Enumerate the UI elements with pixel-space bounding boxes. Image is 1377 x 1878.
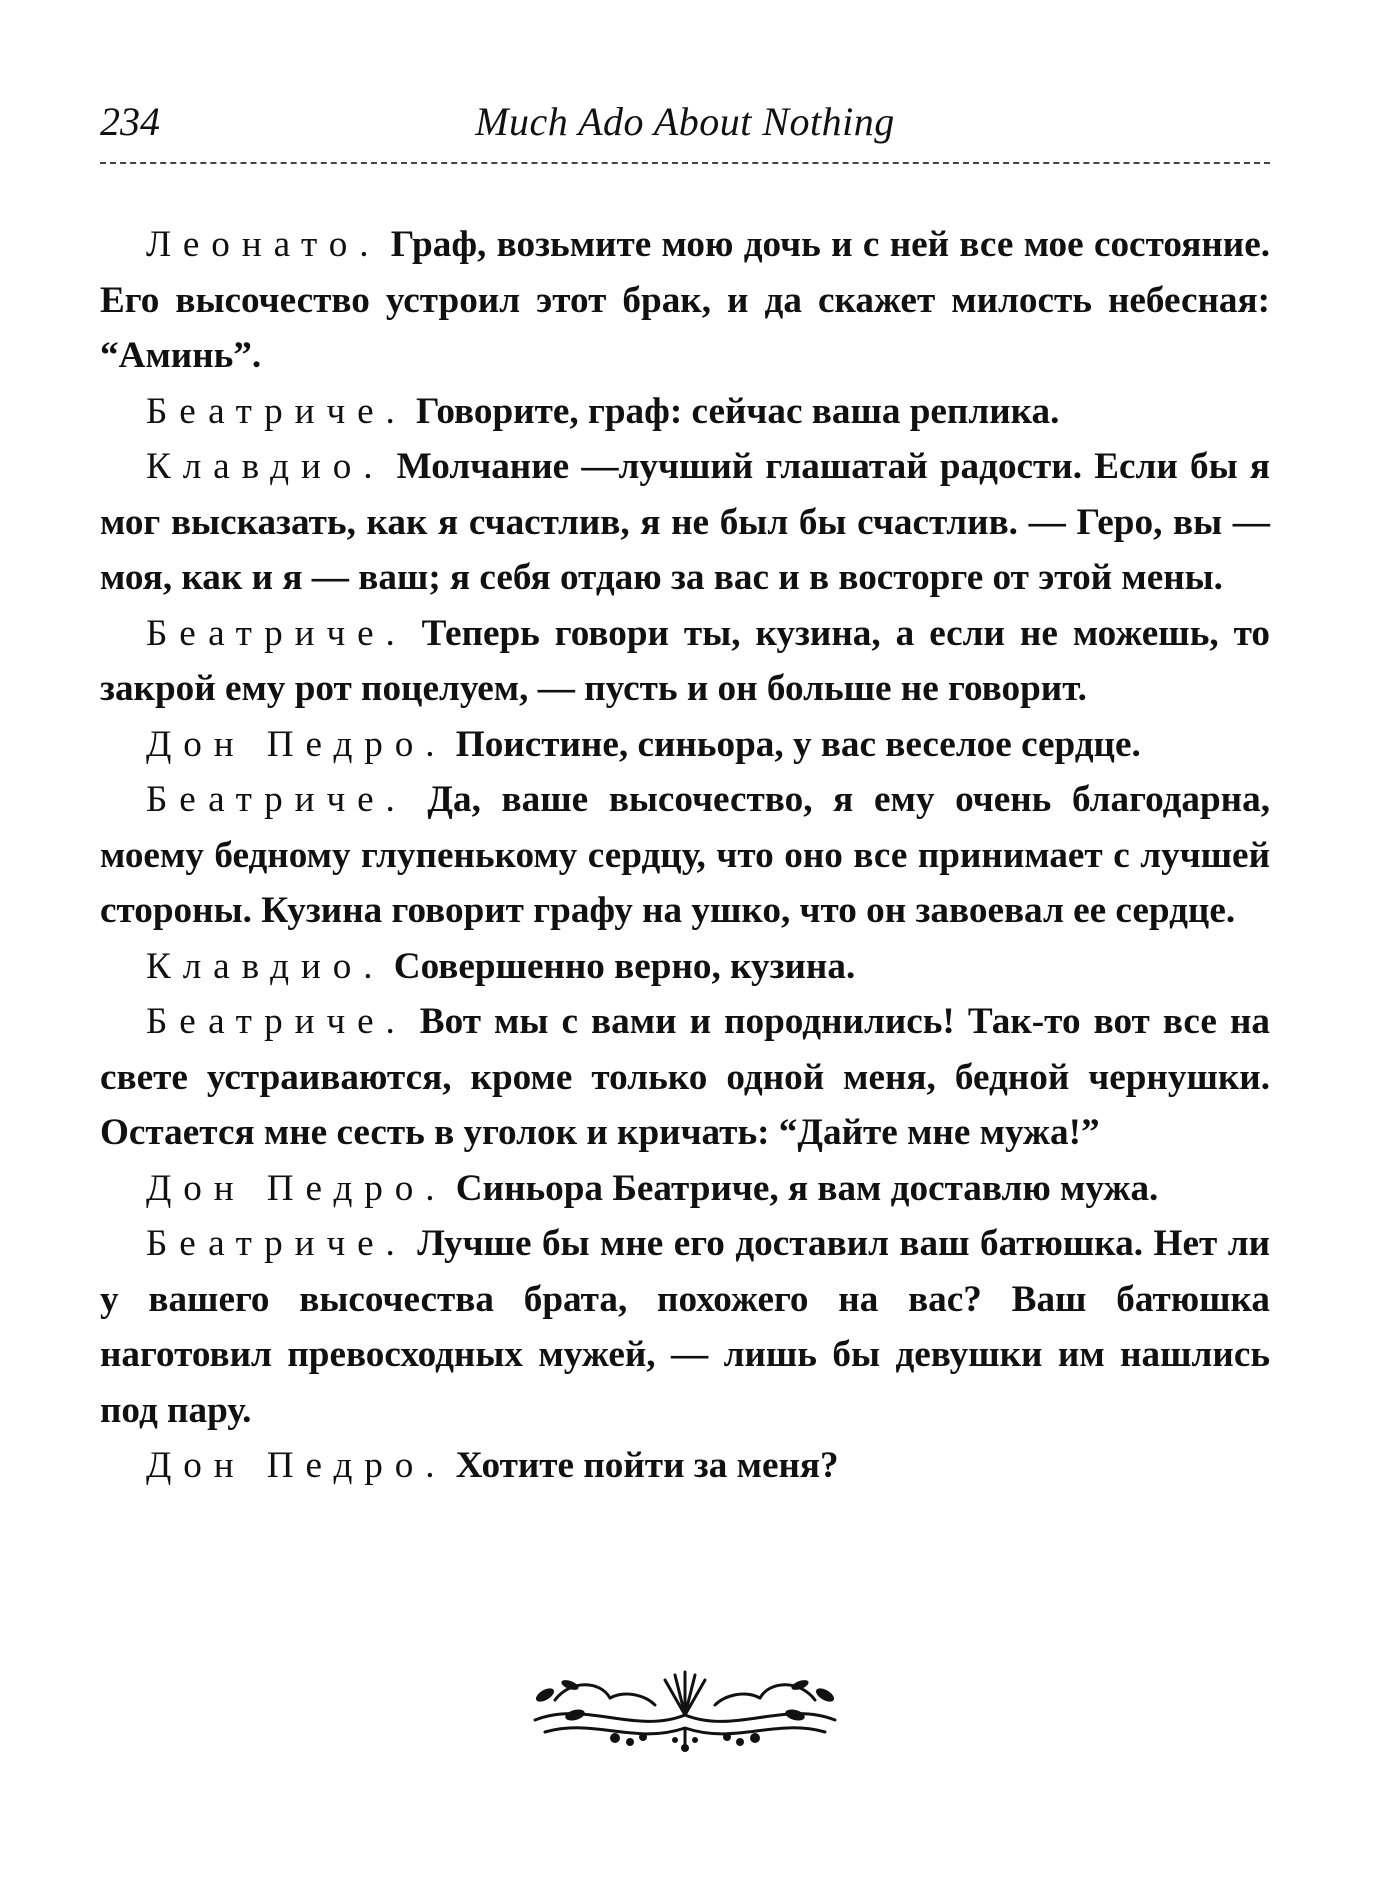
dialogue-line (100, 1161, 1270, 1217)
speaker-name: Беатриче. (146, 390, 407, 432)
speech-text: Молчание —лучший глашатай радости. Если бы я мог высказать, как я счастлив, я не был бы счастлив. — Геро, вы — моя, как и я — ваш; я себя отдаю за вас и в восторге от этой мены. (100, 446, 1270, 598)
speaker-name: Клавдио. (146, 945, 385, 987)
speech-text: Хотите пойти за меня? (455, 1445, 839, 1486)
speech-text: Говорите, граф: сейчас ваша реплика. (416, 390, 1060, 432)
speaker-name: Беатриче. (146, 779, 407, 820)
dialogue-line (100, 939, 1270, 995)
speech-text: Лучше бы мне его доставил ваш батюшка. Нет ли у вашего высочества брата, похожего на вас? Ваш батюшка наготовил превосходных мужей, — лишь бы девушки им нашлись под пару. (100, 1223, 1271, 1431)
dialogue-line (100, 717, 1270, 773)
speech-text: Поистине, синьора, у вас веселое сердце. (455, 723, 1141, 765)
speech-text: Совершенно верно, кузина. (393, 945, 856, 987)
speaker-name: Дон Педро. (146, 1445, 447, 1486)
speech-text: Теперь говори ты, кузина, а если не можешь, то закрой ему рот поцелуем, — пусть и он больше не говорит. (100, 612, 1270, 709)
speech-text: Граф, возьмите мою дочь и с ней все мое состояние. Его высочество устроил этот брак, и да скажет милость небесная: “Аминь”. (100, 224, 1271, 376)
page-header (100, 92, 1270, 152)
floral-tailpiece-ornament-icon (515, 1660, 855, 1755)
speaker-name: Леонато. (146, 224, 381, 265)
speech-text: Синьора Беатриче, я вам доставлю мужа. (455, 1167, 1159, 1209)
dialogue-line (100, 772, 1270, 939)
dialogue-line (100, 606, 1270, 717)
dialogue-line (100, 1438, 1270, 1494)
speaker-name: Дон Педро. (146, 723, 447, 765)
running-title: Much Ado About Nothing (475, 99, 895, 144)
speech-text: Вот мы с вами и породнились! Так-то вот все на свете устраиваются, кроме только одной меня, бедной чернушки. Остается мне сесть в уголок и кричать: “Дайте мне мужа!” (100, 1001, 1270, 1153)
dialogue-line (100, 217, 1270, 384)
speaker-name: Дон Педро. (146, 1167, 447, 1209)
speaker-name: Беатриче. (146, 1223, 407, 1264)
dialogue-line (100, 994, 1270, 1161)
dialogue-line (100, 384, 1270, 440)
header-rule (100, 162, 1270, 164)
speaker-name: Беатриче. (146, 1001, 407, 1042)
dialogue-text (100, 217, 1270, 1494)
speech-text: Да, ваше высочество, я ему очень благодарна, моему бедному глупенькому сердцу, что оно все принимает с лучшей стороны. Кузина говорит графу на ушко, что он завоевал ее сердце. (100, 779, 1270, 931)
speaker-name: Клавдио. (146, 446, 385, 487)
speaker-name: Беатриче. (146, 612, 407, 654)
dialogue-line (100, 1216, 1270, 1438)
page-number: 234 (100, 99, 160, 144)
dialogue-line (100, 439, 1270, 606)
